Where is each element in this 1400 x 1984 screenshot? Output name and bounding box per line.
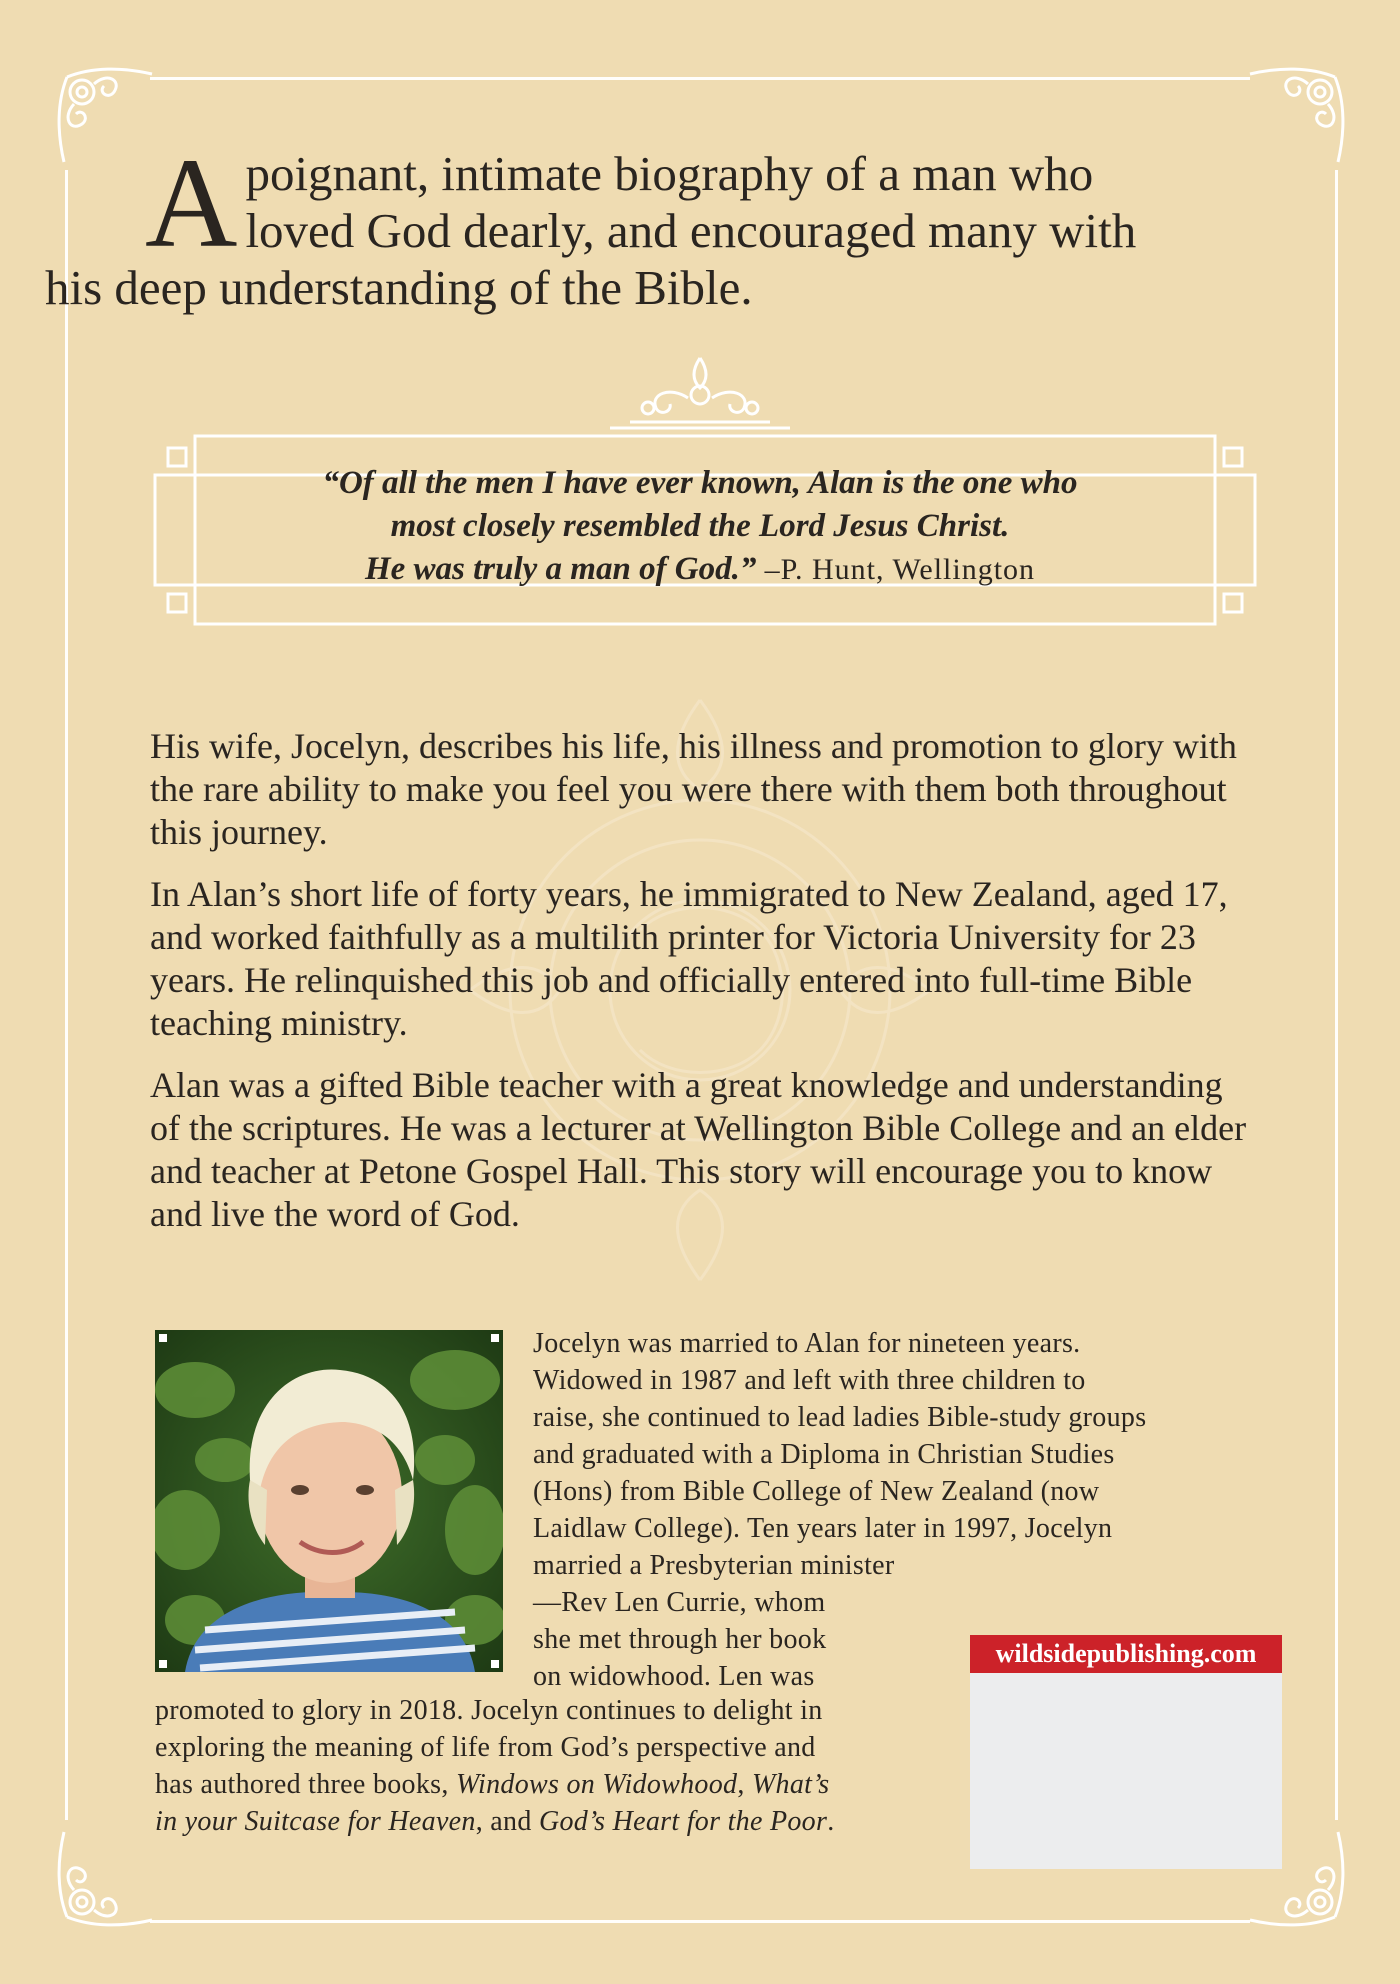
testimonial-quote <box>200 462 1200 591</box>
quote-line-2: most closely resembled the Lord Jesus Christ. <box>390 508 1010 544</box>
quote-line-1: “Of all the men I have ever known, Alan is the one who <box>322 465 1078 501</box>
frame-right-line <box>1335 170 1338 1820</box>
quote-ornament <box>600 350 800 440</box>
bio-line: on widowhood. Len was <box>533 1661 815 1692</box>
bio-line: Widowed in 1987 and left with three children to <box>533 1365 1086 1396</box>
bio-line: exploring the meaning of life from God’s perspective and <box>155 1732 816 1763</box>
bio-line: Jocelyn was married to Alan for nineteen years. <box>533 1328 1081 1359</box>
headline-line-3: his deep understanding of the Bible. <box>45 260 753 315</box>
author-bio-continued <box>155 1692 935 1840</box>
frame-top-line <box>150 77 1250 80</box>
synopsis-paragraph-2: In Alan’s short life of forty years, he immigrated to New Zealand, aged 17, and worked faithfully as a multilith printer for Victoria University for 23 years. He relinquished this job and officially entered into full-time Bible teaching ministry. <box>150 874 1228 1043</box>
bio-line: and graduated with a Diploma in Christian Studies <box>533 1439 1115 1470</box>
bio-line: she met through her book <box>533 1624 827 1655</box>
corner-ornament-bottom-left <box>52 1822 162 1932</box>
headline-dropcap: A <box>145 132 238 274</box>
barcode-area <box>970 1673 1282 1869</box>
quote-line-3: He was truly a man of God.” <box>364 551 757 587</box>
bio-line: married a Presbyterian minister <box>533 1550 895 1581</box>
quote-attribution: –P. Hunt, Wellington <box>764 553 1036 586</box>
bio-line: in your Suitcase for Heaven, and God’s Heart for the Poor. <box>155 1806 835 1837</box>
bio-line: Laidlaw College). Ten years later in 1997, Jocelyn <box>533 1513 1113 1544</box>
headline-line-2: loved God dearly, and encouraged many with <box>245 203 1137 258</box>
bio-line: has authored three books, Windows on Widowhood, What’s <box>155 1769 830 1800</box>
book-title-2-part-2: in your Suitcase for Heaven <box>155 1806 476 1837</box>
synopsis-paragraph-3: Alan was a gifted Bible teacher with a great knowledge and understanding of the scriptures. He was a lecturer at Wellington Bible College and an elder and teacher at Petone Gospel Hall. This story will encourage you to know and live the word of God. <box>150 1065 1247 1234</box>
book-title-3: God’s Heart for the Poor <box>538 1806 828 1837</box>
headline <box>45 132 1285 316</box>
frame-bottom-line <box>150 1920 1250 1923</box>
author-photo <box>155 1330 503 1672</box>
frame-left-line <box>65 170 68 1820</box>
synopsis-paragraph-1: His wife, Jocelyn, describes his life, his illness and promotion to glory with the rare ability to make you feel you were there with them both throughout this journey. <box>150 726 1237 852</box>
book-title-2-part-1: What’s <box>751 1769 830 1800</box>
bio-line: —Rev Len Currie, whom <box>533 1587 826 1618</box>
headline-line-1: poignant, intimate biography of a man who <box>245 146 1094 201</box>
bio-line: raise, she continued to lead ladies Bible-study groups <box>533 1402 1147 1433</box>
publisher-url: wildsidepublishing.com <box>970 1635 1282 1673</box>
book-title-1: Windows on Widowhood <box>455 1769 738 1800</box>
bio-line: (Hons) from Bible College of New Zealand (now <box>533 1476 1100 1507</box>
bio-line: promoted to glory in 2018. Jocelyn continues to delight in <box>155 1695 823 1726</box>
synopsis <box>150 725 1260 1255</box>
